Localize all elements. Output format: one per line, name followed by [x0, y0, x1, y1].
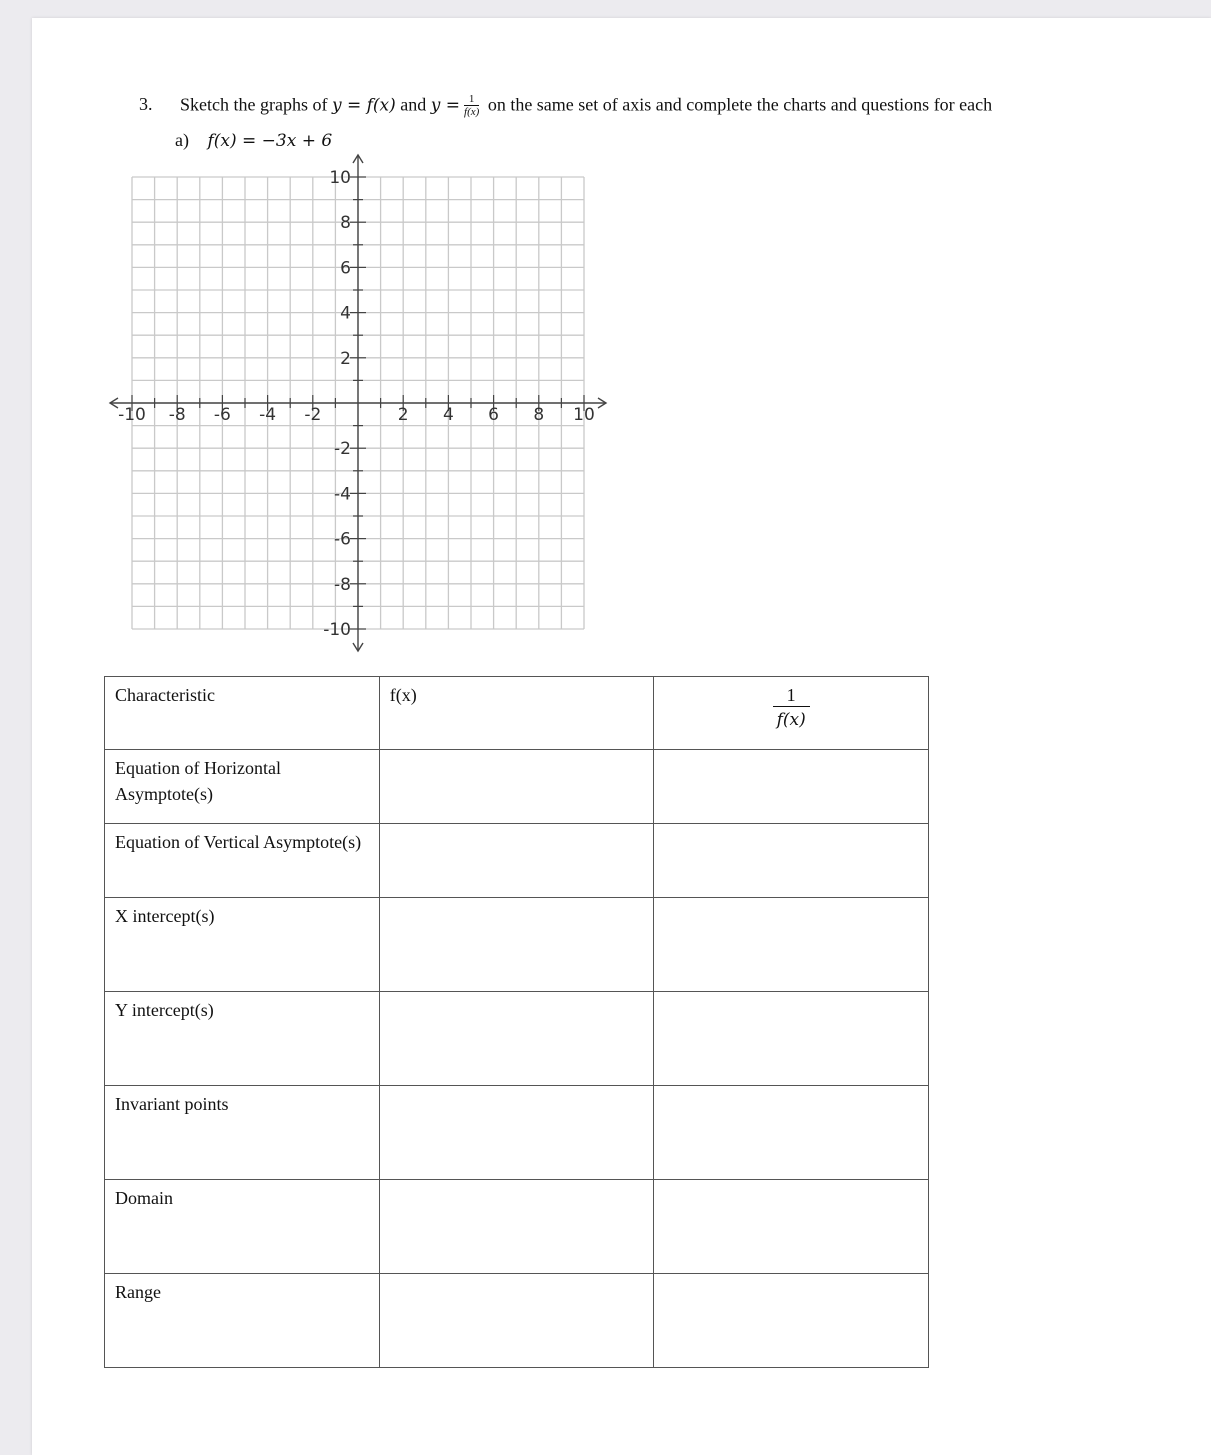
x-tick-label: 10: [573, 405, 595, 425]
fx-answer-cell[interactable]: [379, 992, 654, 1086]
table-row: [105, 992, 929, 1086]
coordinate-grid[interactable]: [105, 150, 615, 655]
y-tick-label: 2: [340, 348, 351, 369]
fx-answer-cell[interactable]: [379, 1086, 654, 1180]
fraction-numerator: 1: [464, 93, 479, 106]
reciprocal-answer-cell[interactable]: [654, 898, 929, 992]
header-recip-denominator: f(x): [776, 710, 806, 730]
part-a: [175, 130, 332, 151]
question-number: 3.: [139, 94, 153, 114]
prompt-text-after: on the same set of axis and complete the charts and questions for each: [487, 94, 993, 115]
y-tick-label: 6: [340, 258, 351, 279]
prompt-text-before: Sketch the graphs of: [180, 94, 328, 115]
x-tick-label: -6: [213, 405, 231, 425]
fx-answer-cell[interactable]: [379, 750, 654, 824]
table-row: [105, 750, 929, 824]
table-row: [105, 1180, 929, 1274]
row-label: Domain: [105, 1180, 380, 1274]
table-row: [105, 824, 929, 898]
grid-svg[interactable]: [105, 150, 615, 655]
row-label: Y intercept(s): [105, 992, 380, 1086]
reciprocal-answer-cell[interactable]: [654, 750, 929, 824]
table-row: [105, 1086, 929, 1180]
row-label: Range: [105, 1274, 380, 1368]
y-tick-label: -8: [334, 574, 351, 595]
fx-answer-cell[interactable]: [379, 1274, 654, 1368]
reciprocal-answer-cell[interactable]: [654, 1274, 929, 1368]
fraction-denominator: f(x): [464, 106, 480, 118]
reciprocal-answer-cell[interactable]: [654, 1180, 929, 1274]
part-function: f(x) = −3x + 6: [207, 131, 333, 151]
y-tick-label: -4: [334, 484, 351, 505]
row-label: X intercept(s): [105, 898, 380, 992]
y-tick-label: 10: [329, 168, 351, 188]
y-tick-label: -6: [334, 529, 351, 550]
question-prompt: [180, 94, 992, 119]
row-label: Equation of Vertical Asymptote(s): [105, 824, 380, 898]
header-characteristic: Characteristic: [105, 677, 380, 750]
x-tick-label: -10: [118, 405, 146, 425]
reciprocal-fraction: [464, 93, 479, 118]
y-tick-label: -10: [323, 620, 351, 640]
header-fx: f(x): [379, 677, 654, 750]
reciprocal-answer-cell[interactable]: [654, 1086, 929, 1180]
reciprocal-answer-cell[interactable]: [654, 992, 929, 1086]
equation-y-equals: y =: [430, 95, 461, 116]
header-recip-numerator: 1: [773, 684, 810, 707]
y-tick-label: 8: [340, 213, 351, 234]
row-label: Invariant points: [105, 1086, 380, 1180]
x-tick-label: -8: [168, 405, 186, 425]
table-row: [105, 1274, 929, 1368]
x-tick-label: -4: [259, 405, 277, 425]
x-tick-label: 4: [442, 405, 454, 425]
row-label: Equation of Horizontal Asymptote(s): [105, 750, 380, 824]
header-reciprocal: [654, 677, 929, 750]
part-label: a): [175, 130, 189, 150]
fx-answer-cell[interactable]: [379, 824, 654, 898]
reciprocal-answer-cell[interactable]: [654, 824, 929, 898]
characteristics-table: [104, 676, 929, 1368]
equation-y-equals-fx: y = f(x): [331, 95, 396, 116]
x-tick-label: 8: [533, 405, 545, 425]
x-tick-label: 2: [397, 405, 409, 425]
y-tick-label: -2: [334, 439, 351, 460]
prompt-text-and: and: [400, 94, 427, 115]
fx-answer-cell[interactable]: [379, 1180, 654, 1274]
x-tick-label: -2: [304, 405, 322, 425]
table-row: [105, 898, 929, 992]
fx-answer-cell[interactable]: [379, 898, 654, 992]
y-tick-label: 4: [340, 303, 351, 324]
x-tick-label: 6: [488, 405, 500, 425]
table-header-row: [105, 677, 929, 750]
